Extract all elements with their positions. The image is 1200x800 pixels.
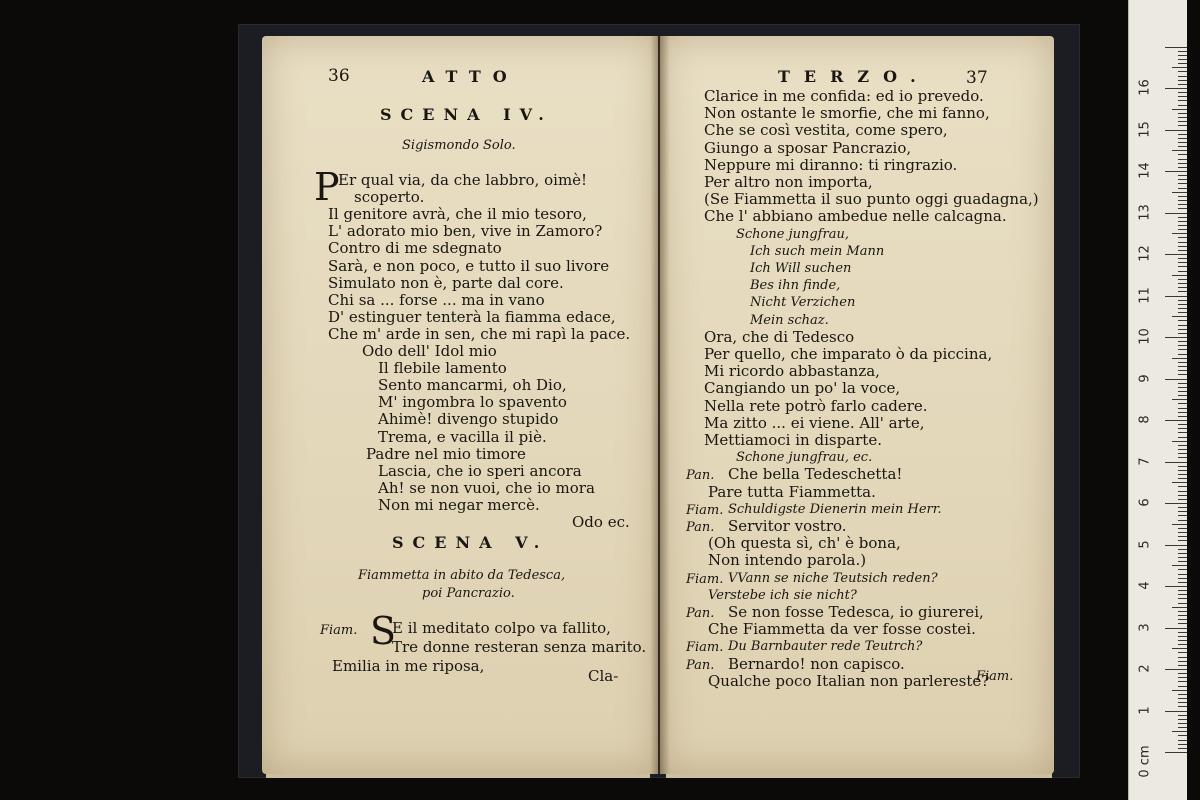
- ruler-tick: [1178, 100, 1187, 101]
- ruler-tick: [1178, 291, 1187, 292]
- verse-line: Per altro non importa,: [704, 173, 873, 191]
- ruler-tick: [1172, 607, 1187, 608]
- ruler-tick: [1165, 379, 1187, 380]
- ruler-label: 1: [1137, 705, 1153, 715]
- ruler-tick: [1178, 362, 1187, 363]
- catchword: Cla-: [588, 667, 619, 685]
- ruler-label: 5: [1137, 539, 1153, 549]
- ruler-tick: [1172, 316, 1187, 317]
- ruler-tick: [1178, 681, 1187, 682]
- verse-line: Sarà, e non poco, e tutto il suo livore: [328, 256, 610, 275]
- song-line: Nicht Verzichen: [750, 295, 856, 311]
- ruler-tick: [1178, 279, 1187, 280]
- ruler-tick: [1178, 694, 1187, 695]
- song-line: Ich such mein Mann: [750, 243, 885, 259]
- ruler-tick: [1165, 462, 1187, 463]
- verse-line: M' ingombra lo spavento: [378, 393, 567, 412]
- ruler-tick: [1178, 499, 1187, 500]
- verse-line: Emilia in me riposa,: [332, 657, 485, 675]
- ruler-tick: [1178, 665, 1187, 666]
- ruler-label: 11: [1137, 286, 1153, 304]
- ruler-tick: [1178, 594, 1187, 595]
- ruler-tick: [1178, 623, 1187, 624]
- ruler-tick: [1178, 258, 1187, 259]
- ruler-tick: [1178, 134, 1187, 135]
- verse-line: Che l' abbiano ambedue nelle calcagna.: [704, 207, 1007, 226]
- ruler-tick: [1178, 217, 1187, 218]
- ruler-tick: [1178, 748, 1187, 749]
- ruler-tick: [1178, 154, 1187, 155]
- ruler-tick: [1172, 275, 1187, 276]
- ruler-tick: [1178, 391, 1187, 392]
- ruler-tick: [1178, 532, 1187, 533]
- ruler-tick: [1178, 574, 1187, 575]
- song-line: Ich Will suchen: [750, 261, 852, 276]
- ruler-tick: [1172, 565, 1187, 566]
- ruler-tick: [1178, 590, 1187, 591]
- ruler-tick: [1178, 200, 1187, 201]
- ruler-tick: [1172, 482, 1187, 483]
- ruler-label: 3: [1137, 622, 1153, 632]
- scene-title: SCENA V.: [392, 533, 549, 552]
- verse-line: Giungo a sposar Pancrazio,: [704, 138, 912, 157]
- ruler-tick: [1178, 598, 1187, 599]
- scene-title: SCENA IV.: [380, 105, 553, 124]
- ruler-tick: [1165, 711, 1187, 712]
- page-number: 36: [328, 66, 350, 86]
- ruler-tick: [1178, 657, 1187, 658]
- ruler-tick: [1172, 233, 1187, 234]
- ruler-tick: [1178, 113, 1187, 114]
- verse-line: Nella rete potrò farlo cadere.: [704, 396, 928, 415]
- ruler-tick: [1178, 495, 1187, 496]
- ruler-tick: [1178, 677, 1187, 678]
- ruler-tick: [1178, 403, 1187, 404]
- ruler-tick: [1178, 569, 1187, 570]
- ruler-tick: [1165, 88, 1187, 89]
- ruler-label: 10: [1137, 328, 1153, 345]
- ruler-tick: [1172, 731, 1187, 732]
- ruler-tick: [1178, 63, 1187, 64]
- ruler-label: 7: [1137, 456, 1153, 466]
- dialogue-line: Du Barnbauter rede Teutrch?: [728, 639, 923, 655]
- drop-cap: P: [314, 165, 340, 209]
- ruler-tick: [1178, 561, 1187, 562]
- ruler-tick: [1165, 337, 1187, 338]
- ruler-label: 0 cm: [1137, 745, 1153, 778]
- ruler-tick: [1178, 229, 1187, 230]
- ruler-tick: [1178, 92, 1187, 93]
- ruler-tick: [1178, 735, 1187, 736]
- ruler-tick: [1172, 358, 1187, 359]
- ruler-tick: [1178, 515, 1187, 516]
- ruler-label: 9: [1137, 373, 1153, 383]
- verse-line: Lascia, che io speri ancora: [378, 461, 582, 480]
- ruler-tick: [1165, 545, 1187, 546]
- speaker-label: Pan.: [686, 657, 715, 673]
- ruler-tick: [1178, 744, 1187, 745]
- scene-persons: Fiammetta in abito da Tedesca,: [358, 568, 566, 583]
- ruler-tick: [1178, 349, 1187, 350]
- ruler-tick: [1178, 466, 1187, 467]
- ruler-tick: [1178, 432, 1187, 433]
- ruler-tick: [1178, 96, 1187, 97]
- ruler-tick: [1178, 366, 1187, 367]
- ruler-tick: [1178, 686, 1187, 687]
- dialogue-line: Bernardo! non capisco.: [728, 654, 905, 673]
- ruler-tick: [1178, 325, 1187, 326]
- ruler-tick: [1178, 383, 1187, 384]
- ruler-tick: [1178, 491, 1187, 492]
- ruler-tick: [1178, 163, 1187, 164]
- verse-line: L' adorato mio ben, vive in Zamoro?: [328, 222, 603, 241]
- ruler-tick: [1178, 424, 1187, 425]
- ruler-tick: [1172, 67, 1187, 68]
- speaker-label: Pan.: [686, 520, 715, 535]
- ruler-tick: [1178, 59, 1187, 60]
- open-book: [262, 36, 1054, 774]
- ruler-tick: [1172, 192, 1187, 193]
- verse-line: Mi ricordo abbastanza,: [704, 362, 880, 381]
- ruler-tick: [1178, 246, 1187, 247]
- ruler-tick: [1178, 188, 1187, 189]
- ruler-tick: [1165, 752, 1187, 753]
- ruler-tick: [1178, 395, 1187, 396]
- dialogue-line: VVann se niche Teutsich reden?: [728, 570, 938, 586]
- ruler-tick: [1178, 208, 1187, 209]
- ruler-tick: [1172, 648, 1187, 649]
- song-line: Mein schaz.: [750, 312, 829, 328]
- ruler-tick: [1178, 320, 1187, 321]
- ruler-tick: [1178, 578, 1187, 579]
- ruler-tick: [1178, 478, 1187, 479]
- ruler-tick: [1178, 636, 1187, 637]
- ruler-tick: [1178, 287, 1187, 288]
- ruler-tick: [1178, 117, 1187, 118]
- ruler-tick: [1178, 266, 1187, 267]
- ruler-tick: [1178, 250, 1187, 251]
- verse-line: Neppure mi diranno: ti ringrazio.: [704, 155, 958, 174]
- verse-line: Simulato non è, parte dal core.: [328, 273, 564, 292]
- ruler-tick: [1178, 557, 1187, 558]
- ruler-tick: [1165, 171, 1187, 172]
- ruler-tick: [1178, 719, 1187, 720]
- verse-line: Ah! se non vuoi, che io mora: [378, 478, 595, 497]
- ruler-tick: [1178, 308, 1187, 309]
- ruler-tick: [1178, 237, 1187, 238]
- ruler-tick: [1178, 283, 1187, 284]
- verse-line: Chi sa ... forse ... ma in vano: [328, 290, 545, 309]
- ruler-tick: [1178, 225, 1187, 226]
- ruler-tick: [1178, 196, 1187, 197]
- ruler-tick: [1178, 470, 1187, 471]
- ruler-tick: [1165, 420, 1187, 421]
- verse-line: E il meditato colpo va fallito,: [392, 619, 611, 637]
- ruler-tick: [1178, 345, 1187, 346]
- ruler-tick: [1178, 262, 1187, 263]
- ruler-label: 4: [1137, 581, 1153, 590]
- ruler-tick: [1178, 271, 1187, 272]
- ruler-label: 16: [1137, 79, 1153, 96]
- ruler-tick: [1178, 125, 1187, 126]
- ruler-label: 13: [1137, 203, 1153, 221]
- ruler-tick: [1178, 221, 1187, 222]
- verse-line: Ma zitto ... ei viene. All' arte,: [704, 413, 925, 432]
- ruler-tick: [1172, 690, 1187, 691]
- ruler-tick: [1178, 387, 1187, 388]
- ruler-tick: [1178, 300, 1187, 301]
- verse-line: Il flebile lamento: [378, 359, 507, 378]
- ruler-tick: [1178, 374, 1187, 375]
- dialogue-line: Pare tutta Fiammetta.: [708, 482, 876, 501]
- ruler-tick: [1178, 615, 1187, 616]
- song-line: Schone jungfrau,: [736, 226, 849, 242]
- ruler-tick: [1178, 507, 1187, 508]
- scene-persons: poi Pancrazio.: [422, 586, 515, 601]
- verse-line: Odo ec.: [572, 513, 630, 531]
- song-line: Bes ihn finde,: [750, 278, 841, 294]
- ruler-tick: [1178, 175, 1187, 176]
- ruler-tick: [1178, 55, 1187, 56]
- ruler-tick: [1178, 611, 1187, 612]
- speaker-label: Pan.: [686, 468, 715, 484]
- ruler-tick: [1178, 304, 1187, 305]
- ruler-tick: [1178, 723, 1187, 724]
- ruler-tick: [1178, 121, 1187, 122]
- dialogue-line: Che Fiammetta da ver fosse costei.: [708, 620, 976, 639]
- ruler-tick: [1165, 628, 1187, 629]
- ruler-tick: [1178, 740, 1187, 741]
- ruler-tick: [1178, 652, 1187, 653]
- ruler-tick: [1178, 341, 1187, 342]
- ruler-tick: [1178, 603, 1187, 604]
- ruler-tick: [1178, 312, 1187, 313]
- ruler-tick: [1178, 520, 1187, 521]
- verse-line: Sento mancarmi, oh Dio,: [378, 376, 567, 395]
- verse-line: Non ostante le smorfie, che mi fanno,: [704, 104, 990, 123]
- ruler-tick: [1178, 416, 1187, 417]
- song-line: Schone jungfrau, ec.: [736, 450, 873, 466]
- ruler-tick: [1178, 727, 1187, 728]
- speaker-label: Fiam.: [686, 640, 724, 656]
- ruler-tick: [1178, 105, 1187, 106]
- ruler-tick: [1172, 399, 1187, 400]
- ruler-tick: [1178, 159, 1187, 160]
- ruler-tick: [1172, 109, 1187, 110]
- ruler-tick: [1172, 441, 1187, 442]
- verse-line: Tre donne resteran senza marito.: [392, 638, 647, 656]
- dialogue-line: Verstebe ich sie nicht?: [708, 587, 857, 603]
- ruler-tick: [1178, 333, 1187, 334]
- ruler-label: 2: [1137, 664, 1153, 673]
- verse-line: Clarice in me confida: ed io prevedo.: [704, 87, 984, 105]
- verse-line: Contro di me sdegnato: [328, 239, 502, 258]
- ruler-tick: [1178, 76, 1187, 77]
- ruler-tick: [1178, 167, 1187, 168]
- ruler-tick: [1178, 437, 1187, 438]
- book-gutter: [650, 36, 670, 774]
- ruler-tick: [1165, 213, 1187, 214]
- ruler-tick: [1178, 457, 1187, 458]
- ruler-tick: [1178, 412, 1187, 413]
- ruler-tick: [1178, 445, 1187, 446]
- catchword: Fiam.: [976, 669, 1014, 684]
- ruler-tick: [1178, 408, 1187, 409]
- ruler-tick: [1178, 142, 1187, 143]
- ruler-tick: [1178, 640, 1187, 641]
- dialogue-line: Non intendo parola.): [708, 551, 867, 570]
- ruler-tick: [1178, 706, 1187, 707]
- verse-line: Ora, che di Tedesco: [704, 327, 855, 346]
- ruler-tick: [1165, 47, 1187, 48]
- dialogue-line: Che bella Tedeschetta!: [728, 465, 903, 484]
- verse-line: Mettiamoci in disparte.: [704, 431, 882, 449]
- left-page: [262, 36, 658, 774]
- dialogue-line: Schuldigste Dienerin mein Herr.: [728, 501, 942, 517]
- ruler-tick: [1178, 370, 1187, 371]
- ruler-label: 15: [1137, 120, 1153, 138]
- ruler-tick: [1165, 254, 1187, 255]
- verse-line: (Se Fiammetta il suo punto oggi guadagna,): [704, 190, 1039, 209]
- ruler-tick: [1178, 204, 1187, 205]
- ruler-tick: [1178, 486, 1187, 487]
- ruler-tick: [1178, 242, 1187, 243]
- ruler-tick: [1178, 511, 1187, 512]
- ruler-tick: [1178, 51, 1187, 52]
- ruler-tick: [1178, 474, 1187, 475]
- page-number: 37: [966, 68, 988, 88]
- ruler-tick: [1178, 540, 1187, 541]
- verse-line: Che se così vestita, come spero,: [704, 121, 948, 140]
- verse-line: Trema, e vacilla il piè.: [378, 427, 547, 446]
- verse-line: D' estinguer tenterà la fiamma edace,: [328, 307, 616, 326]
- ruler-tick: [1178, 354, 1187, 355]
- ruler-tick: [1178, 549, 1187, 550]
- scene-persons: Sigismondo Solo.: [402, 138, 516, 153]
- verse-line: Non mi negar mercè.: [378, 495, 540, 514]
- verse-line: scoperto.: [354, 188, 425, 207]
- verse-line: Ahimè! divengo stupido: [378, 410, 559, 429]
- verse-line: Padre nel mio timore: [366, 444, 526, 463]
- ruler-tick: [1178, 582, 1187, 583]
- ruler-tick: [1178, 644, 1187, 645]
- speaker-label: Fiam.: [320, 623, 358, 638]
- verse-line: Per quello, che imparato ò da piccina,: [704, 345, 993, 363]
- verse-line: Che m' arde in sen, che mi rapì la pace.: [328, 324, 631, 343]
- dialogue-line: (Oh questa sì, ch' è bona,: [708, 534, 901, 553]
- ruler-tick: [1178, 183, 1187, 184]
- verse-line: Cangiando un po' la voce,: [704, 379, 901, 398]
- ruler-tick: [1178, 428, 1187, 429]
- speaker-label: Fiam.: [686, 502, 724, 518]
- verse-line: Il genitore avrà, che il mio tesoro,: [328, 205, 587, 224]
- verse-line: Er qual via, da che labbro, oimè!: [338, 171, 588, 189]
- speaker-label: Fiam.: [686, 571, 724, 587]
- dialogue-line: Se non fosse Tedesca, io giurerei,: [728, 603, 984, 621]
- ruler-tick: [1178, 702, 1187, 703]
- ruler-tick: [1178, 528, 1187, 529]
- ruler-tick: [1165, 669, 1187, 670]
- ruler-tick: [1178, 632, 1187, 633]
- ruler-tick: [1178, 715, 1187, 716]
- ruler-label: 8: [1137, 415, 1153, 424]
- dialogue-line: Servitor vostro.: [728, 517, 847, 535]
- running-head: ATTO: [422, 67, 519, 86]
- running-head: TERZO.: [778, 67, 930, 86]
- ruler-tick: [1178, 536, 1187, 537]
- ruler-tick: [1178, 553, 1187, 554]
- verse-line: Odo dell' Idol mio: [362, 342, 497, 360]
- ruler-tick: [1165, 130, 1187, 131]
- speaker-label: Pan.: [686, 606, 715, 621]
- ruler-tick: [1178, 698, 1187, 699]
- ruler-tick: [1178, 673, 1187, 674]
- ruler-label: 14: [1137, 162, 1153, 179]
- ruler-tick: [1172, 150, 1187, 151]
- ruler-tick: [1178, 146, 1187, 147]
- ruler-tick: [1178, 71, 1187, 72]
- ruler-label: 12: [1137, 245, 1153, 262]
- dialogue-line: Qualche poco Italian non parlereste?: [708, 671, 990, 690]
- ruler-tick: [1178, 80, 1187, 81]
- ruler-tick: [1178, 329, 1187, 330]
- ruler-tick: [1165, 503, 1187, 504]
- ruler-tick: [1178, 138, 1187, 139]
- ruler-tick: [1178, 453, 1187, 454]
- ruler-tick: [1178, 84, 1187, 85]
- ruler-tick: [1172, 524, 1187, 525]
- ruler-tick: [1178, 179, 1187, 180]
- drop-cap: S: [370, 609, 397, 653]
- right-page: [660, 36, 1054, 774]
- measuring-ruler: [1128, 0, 1187, 800]
- ruler-tick: [1165, 296, 1187, 297]
- ruler-tick: [1165, 586, 1187, 587]
- ruler-tick: [1178, 661, 1187, 662]
- ruler-label: 6: [1137, 498, 1153, 507]
- ruler-tick: [1178, 619, 1187, 620]
- ruler-tick: [1178, 449, 1187, 450]
